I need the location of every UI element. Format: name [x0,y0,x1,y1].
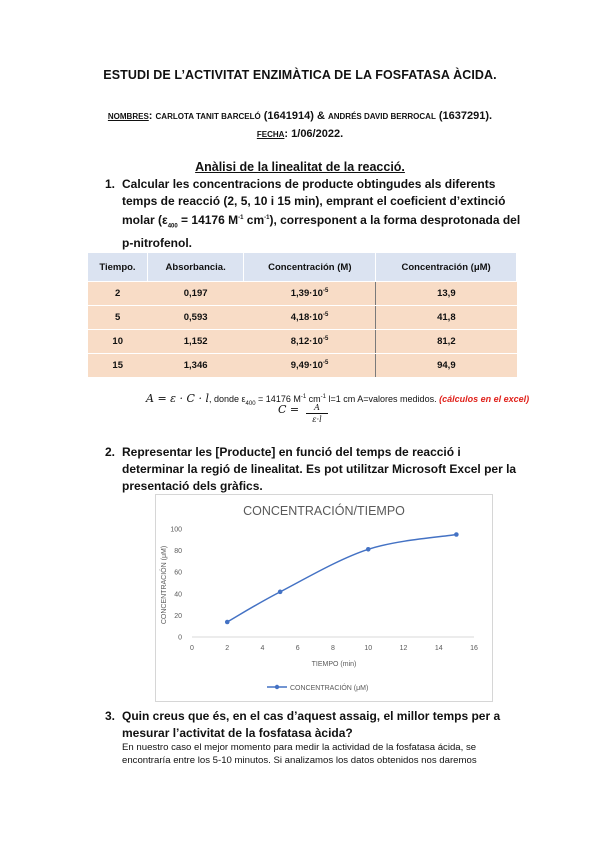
section-title: Anàlisi de la linealitat de la reacció. [195,160,405,174]
header-tiempo: Tiempo. [88,253,148,282]
data-point [366,547,371,552]
authors-line: NOMBRES: CARLOTA TANIT BARCELÓ (1641914) & ANDRÉS DAVID BERROCAL (1637291). [107,110,493,122]
author1-name: CARLOTA TANIT BARCELÓ [155,112,261,121]
question-2: 2. Representar les [Producte] en funció del temps de reacció i determinar la regió de linealitat. Es pot utilitzar Microsoft Excel per la presentació dels gràfics. [105,445,517,493]
chart-ylabel: CONCENTRACIÓN (μM) [161,545,168,625]
names-label: NOMBRES [107,112,149,121]
formula-line: A = ε · C · l, donde $\varepsilon_{400} = 14176$ $M^{-1}$ $cm^{-1}$ l=1 cm A=valores medidos. (cálculos en el excel) [146,392,530,407]
chart-container [155,494,493,702]
question-3-number: 3. [105,709,116,723]
formula-concentration: C = A ε·l [278,403,299,416]
answer-3: En nuestro caso el mejor momento para medir la actividad de la fosfatasa ácida, se encontraría entre los 5-10 minutos. Si analizamos los datos obtenidos nos daremos [122,742,477,766]
results-table [87,252,517,378]
data-point [454,532,459,537]
chart-legend [267,683,368,692]
date-value: 1/06/2022. [291,128,344,140]
x-tick-label: 2 [225,645,230,652]
y-tick-label: 80 [174,548,182,556]
table-header-row [88,253,517,282]
table-row: 2 0,197 $1,39\cdot 10^{-5}$ 13,9 [88,282,517,306]
header-absorbancia: Absorbancia. [147,253,243,282]
x-tick-label: 8 [331,645,335,652]
y-tick-label: 40 [174,591,182,599]
header-concentracion-um: Concentración (μM) [376,253,517,282]
table-row: 15 1,346 $9,49\cdot 10^{-5}$ 94,9 [88,354,517,378]
formula-absorbance: A = ε · C · l [146,392,209,405]
table-row: 5 0,593 $4,18\cdot 10^{-5}$ 41,8 [88,306,517,330]
data-point [278,590,283,595]
question-3: 3. Quin creus que és, en el cas d’aquest assaig, el millor temps per a mesurar l’activitat de la fosfatasa àcida? [105,709,501,740]
author1-id: (1641914) [263,110,314,122]
x-tick-label: 12 [399,645,408,652]
date-line: FECHA: 1/06/2022. [256,128,344,140]
author2-id: (1637291). [438,110,493,122]
y-tick-label: 0 [178,634,182,642]
y-tick-label: 20 [174,612,182,620]
formula-fraction: A ε·l [306,403,328,424]
line-chart [156,495,492,701]
question-1-number: 1. [105,177,116,191]
x-tick-label: 6 [295,645,300,652]
x-tick-label: 0 [190,645,194,652]
y-tick-label: 60 [174,569,182,577]
document-title: ESTUDI DE L’ACTIVITAT ENZIMÀTICA DE LA FOSFATASA ÀCIDA. [103,68,497,82]
y-tick-label: 100 [170,526,182,534]
date-label: FECHA [256,130,285,139]
header-concentracion-m: Concentración (M) [244,253,376,282]
x-tick-label: 14 [434,645,443,652]
legend-label: CONCENTRACIÓN (μM) [290,685,369,692]
excel-note: (cálculos en el excel) [439,394,530,404]
x-tick-label: 10 [364,645,373,652]
series-line [227,535,456,622]
question-1: 1. Calcular les concentracions de producte obtingudes als diferents temps de reacció (2, 5, 10 i 15 min), emprant el coeficient d’extinció molar ($\varepsilon_{400} = 14176$ $M^{-1}$ $cm^{-1}$), corresponent a la forma desprotonada del p-nitrofenol. [105,177,521,251]
chart-xlabel: TIEMPO (min) [311,661,357,668]
question-2-number: 2. [105,445,116,459]
author2-name: ANDRÉS DAVID BERROCAL [327,112,436,121]
x-tick-label: 16 [470,645,478,652]
table-row: 10 1,152 $8,12\cdot 10^{-5}$ 81,2 [88,330,517,354]
x-tick-label: 4 [260,645,265,652]
data-point [225,620,230,625]
chart-title: CONCENTRACIÓN/TIEMPO [243,504,405,518]
